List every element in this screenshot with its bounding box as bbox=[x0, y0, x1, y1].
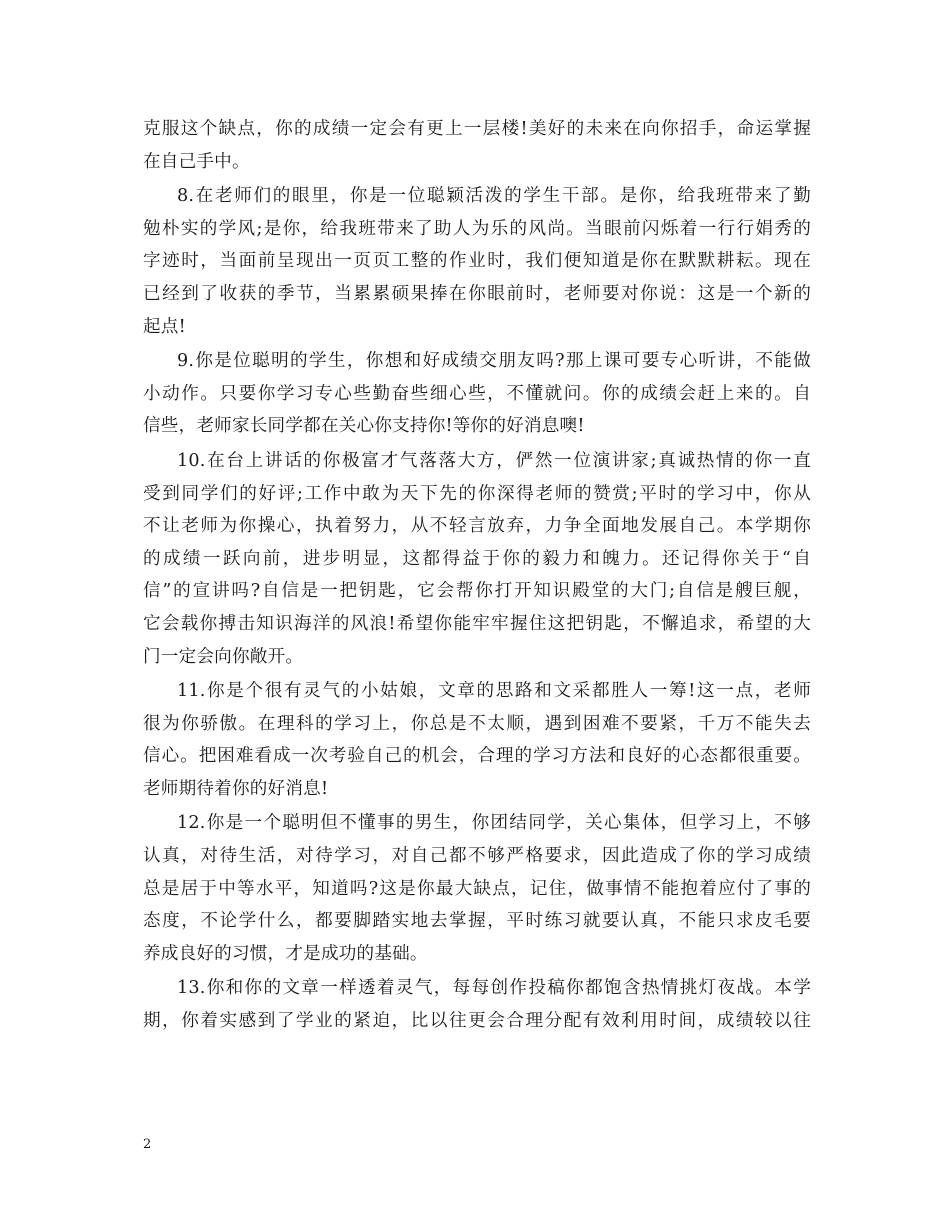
text-line: 11.你是个很有灵气的小姑娘，文章的思路和文采都胜人一筹!这一点，老师 bbox=[177, 681, 811, 702]
text-line: 期，你着实感到了学业的紧迫，比以往更会合理分配有效利用时间，成绩较以往 bbox=[143, 1011, 811, 1032]
text-line: 12.你是一个聪明但不懂事的男生，你团结同学，关心集体，但学习上，不够 bbox=[177, 813, 811, 834]
document-body bbox=[143, 113, 811, 1040]
text-line: 在自己手中。 bbox=[143, 151, 250, 172]
text-line: 10.在台上讲话的你极富才气落落大方，俨然一位演讲家;真诚热情的你一直 bbox=[177, 450, 811, 471]
paragraph-13 bbox=[143, 972, 811, 1037]
paragraph-8 bbox=[143, 180, 811, 343]
text-line: 信心。把困难看成一次考验自己的机会，合理的学习方法和良好的心态都很重要。 bbox=[143, 746, 811, 767]
text-line: 勉朴实的学风;是你，给我班带来了助人为乐的风尚。当眼前闪烁着一行行娟秀的 bbox=[143, 218, 811, 239]
text-line: 已经到了收获的季节，当累累硕果捧在你眼前时，老师要对你说：这是一个新的 bbox=[143, 283, 811, 304]
text-line: 信些，老师家长同学都在关心你支持你!等你的好消息噢! bbox=[143, 416, 585, 437]
paragraph-11 bbox=[143, 675, 811, 805]
text-line: 字迹时，当面前呈现出一页页工整的作业时，我们便知道是你在默默耕耘。现在 bbox=[143, 251, 811, 272]
text-line: 总是居于中等水平，知道吗?这是你最大缺点，记住，做事情不能抱着应付了事的 bbox=[143, 878, 811, 899]
text-line: 老师期待着你的好消息! bbox=[143, 778, 329, 799]
text-line: 门一定会向你敞开。 bbox=[143, 646, 304, 667]
text-line: 13.你和你的文章一样透着灵气，每每创作投稿你都饱含热情挑灯夜战。本学 bbox=[177, 978, 811, 999]
text-line: 很为你骄傲。在理科的学习上，你总是不太顺，遇到困难不要紧，千万不能失去 bbox=[143, 713, 811, 734]
paragraph-10 bbox=[143, 445, 811, 673]
text-line: 9.你是位聪明的学生，你想和好成绩交朋友吗?那上课可要专心听讲，不能做 bbox=[177, 351, 811, 372]
text-line: 克服这个缺点，你的成绩一定会有更上一层楼!美好的未来在向你招手，命运掌握 bbox=[143, 119, 811, 139]
text-line: 受到同学们的好评;工作中敢为天下先的你深得老师的赞赏;平时的学习中，你从 bbox=[143, 483, 811, 504]
text-line: 小动作。只要你学习专心些勤奋些细心些，不懂就问。你的成绩会赶上来的。自 bbox=[143, 383, 811, 404]
text-line: 养成良好的习惯，才是成功的基础。 bbox=[143, 943, 428, 964]
paragraph-9 bbox=[143, 345, 811, 443]
text-line: 认真，对待生活，对待学习，对自己都不够严格要求，因此造成了你的学习成绩 bbox=[143, 846, 811, 867]
text-line: 态度，不论学什么，都要脚踏实地去掌握，平时练习就要认真，不能只求皮毛要 bbox=[143, 911, 811, 932]
text-line: 不让老师为你操心，执着努力，从不轻言放弃，力争全面地发展自己。本学期你 bbox=[143, 516, 811, 537]
text-line: 信”的宣讲吗?自信是一把钥匙，它会帮你打开知识殿堂的大门;自信是艘巨舰， bbox=[143, 581, 811, 602]
text-line: 起点! bbox=[143, 316, 186, 337]
text-line: 的成绩一跃向前，进步明显，这都得益于你的毅力和魄力。还记得你关于“自 bbox=[143, 548, 811, 569]
text-line: 8.在老师们的眼里，你是一位聪颖活泼的学生干部。是你，给我班带来了勤 bbox=[177, 186, 811, 207]
text-line: 它会载你搏击知识海洋的风浪!希望你能牢牢握住这把钥匙，不懈追求，希望的大 bbox=[143, 613, 811, 634]
paragraph-continuation bbox=[143, 113, 811, 178]
paragraph-12 bbox=[143, 807, 811, 970]
page-number: 2 bbox=[143, 1137, 152, 1152]
